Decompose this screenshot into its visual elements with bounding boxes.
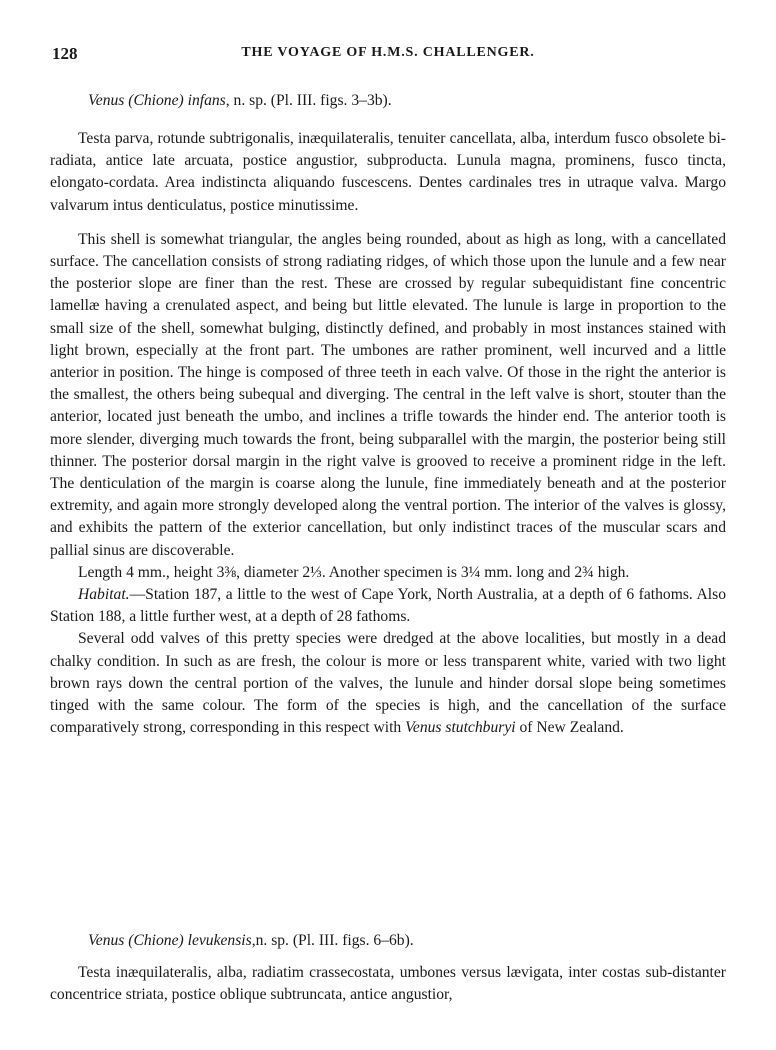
measurements: Length 4 mm., height 3⅜, diameter 2⅓. Another specimen is 3¼ mm. long and 2¾ high.: [78, 563, 630, 581]
page-number: 128: [52, 44, 78, 63]
remarks-species: Venus stutchburyi: [405, 719, 516, 737]
habitat-text: —Station 187, a little to the west of Cape York, North Australia, at a depth of 6 fathoms. Also Station 188, a little further west, at a depth of 28 fathoms.: [50, 586, 726, 626]
species-section-levukensis: [50, 962, 726, 1006]
running-title: THE VOYAGE OF H.M.S. CHALLENGER.: [241, 45, 535, 60]
habitat-label: Habitat.: [78, 586, 130, 604]
latin-description-2: Testa inæquilateralis, alba, radiatim crassecostata, umbones versus lævigata, inter costas sub-distanter concentrice striata, postice oblique subtruncata, antice angustior,: [50, 964, 726, 1004]
species-heading-infans: [88, 92, 392, 110]
remarks-text: Several odd valves of this pretty species were dredged at the above localities, but mostly in a dead chalky condition. In such as are fresh, the colour is more or less transparent white, varied with two light brown rays down the central portion of the valves, the lunule and hinder dorsal slope being sometimes tinged with the same colour. The form of the species is high, and the cancellation of the surface comparatively strong, corresponding in this respect with: [50, 630, 726, 737]
species-reference: , n. sp. (Pl. III. figs. 3–3b).: [225, 92, 392, 109]
species-reference-2: ,n. sp. (Pl. III. figs. 6–6b).: [251, 932, 414, 949]
species-section-infans: [50, 128, 726, 739]
latin-description: Testa parva, rotunde subtrigonalis, inæquilateralis, tenuiter cancellata, alba, interdum fusco obsolete bi-radiata, antice late arcuata, postice angustior, subproducta. Lunula magna, prominens, fusco tincta, elongato-cordata. Area indistincta aliquando fuscescens. Dentes cardinales tres in utraque valva. Margo valvarum intus denticulatus, postice minutissime.: [50, 130, 726, 214]
page-header: [52, 44, 724, 66]
habitat-paragraph: [50, 584, 726, 628]
remarks-end: of New Zealand.: [515, 719, 624, 737]
species-name: Venus (Chione) infans: [88, 92, 226, 109]
species-heading-levukensis: [88, 932, 414, 950]
english-description: This shell is somewhat triangular, the angles being rounded, about as high as long, with a cancellated surface. The cancellation consists of strong radiating ridges, of which those upon the lunule and a few near the posterior slope are finer than the rest. These are crossed by regular subequidistant fine concentric lamellæ having a crenulated aspect, and being but little elevated. The lunule is large in proportion to the small size of the shell, somewhat bulging, distinctly defined, and probably in most instances stained with light brown, especially at the front part. The umbones are rather prominent, well incurved and a little anterior in position. The hinge is composed of three teeth in each valve. Of those in the right the anterior is the smallest, the others being subequal and diverging. The central in the left valve is short, stouter than the anterior, located just beneath the umbo, and inclines a trifle towards the hinder end. The anterior tooth is more slender, diverging much towards the front, being subparallel with the margin, the posterior being still thinner. The posterior dorsal margin in the right valve is grooved to receive a prominent ridge in the left. The denticulation of the margin is coarse along the lunule, fine immediately beneath and at the posterior extremity, and again more strongly developed along the ventral portion. The interior of the valves is glossy, and exhibits the pattern of the exterior cancellation, but only indistinct traces of the muscular scars and pallial sinus are discoverable.: [50, 230, 726, 559]
remarks-paragraph: [50, 628, 726, 739]
species-name-2: Venus (Chione) levukensis: [88, 932, 252, 949]
